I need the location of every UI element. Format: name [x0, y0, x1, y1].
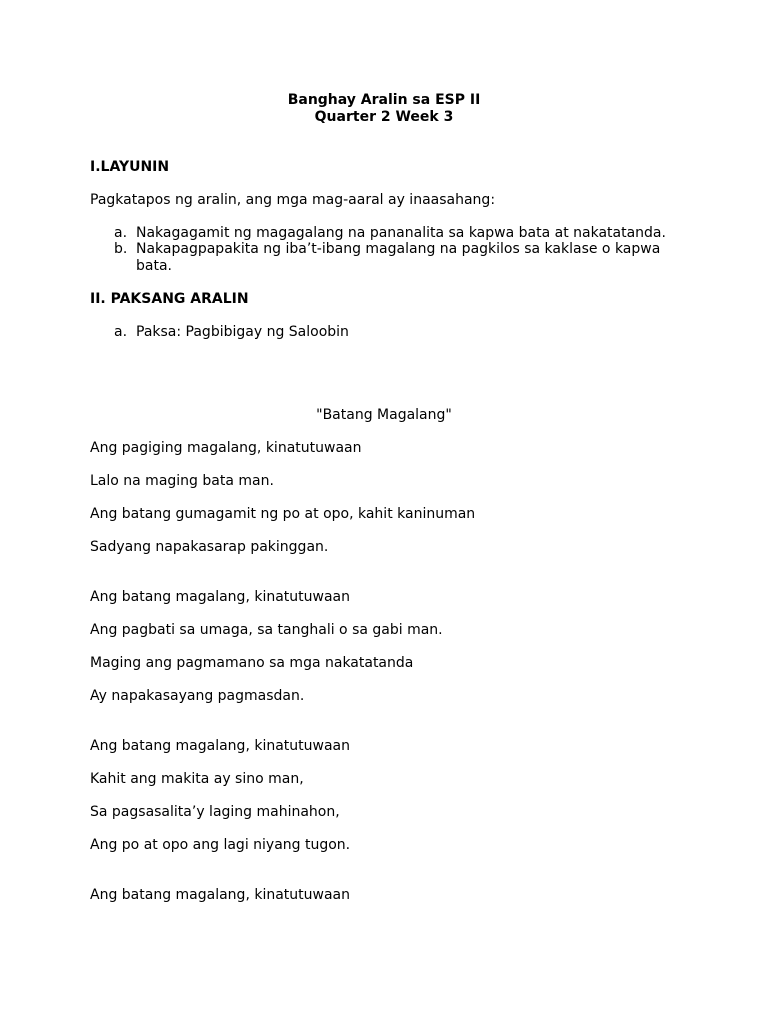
section-heading-layunin: I.LAYUNIN — [90, 159, 170, 175]
list-item-text: Nakagagamit ng magagalang na pananalita sa kapwa bata at nakatatanda. — [136, 225, 666, 241]
document-title: Banghay Aralin sa ESP II — [287, 92, 481, 108]
list-marker: b. — [114, 241, 128, 257]
poem-line: Ang batang magalang, kinatutuwaan — [90, 589, 350, 605]
section-heading-paksang-aralin: II. PAKSANG ARALIN — [90, 291, 249, 307]
poem-line: Lalo na maging bata man. — [90, 473, 274, 489]
poem-line: Sa pagsasalita’y laging mahinahon, — [90, 804, 340, 820]
poem-line: Ang batang magalang, kinatutuwaan — [90, 887, 350, 903]
poem-line: Ang batang magalang, kinatutuwaan — [90, 738, 350, 754]
poem-line: Ang po at opo ang lagi niyang tugon. — [90, 837, 351, 853]
poem-line: Sadyang napakasarap pakinggan. — [90, 539, 329, 555]
poem-line: Maging ang pagmamano sa mga nakatatanda — [90, 655, 414, 671]
poem-line: Ang pagbati sa umaga, sa tanghali o sa gabi man. — [90, 622, 443, 638]
poem-line: Ang batang gumagamit ng po at opo, kahit kaninuman — [90, 506, 476, 522]
layunin-intro: Pagkatapos ng aralin, ang mga mag-aaral ay inaasahang: — [90, 192, 496, 208]
document-subtitle: Quarter 2 Week 3 — [314, 109, 454, 125]
list-item-text: Nakapagpapakita ng iba’t-ibang magalang na pagkilos sa kaklase o kapwa bata. — [136, 241, 661, 274]
poem-title: "Batang Magalang" — [316, 407, 452, 423]
list-marker: a. — [114, 324, 128, 340]
list-item-text: Paksa: Pagbibigay ng Saloobin — [136, 324, 349, 340]
list-marker: a. — [114, 225, 128, 241]
poem-line: Ang pagiging magalang, kinatutuwaan — [90, 440, 362, 456]
poem-line: Ay napakasayang pagmasdan. — [90, 688, 305, 704]
poem-line: Kahit ang makita ay sino man, — [90, 771, 304, 787]
